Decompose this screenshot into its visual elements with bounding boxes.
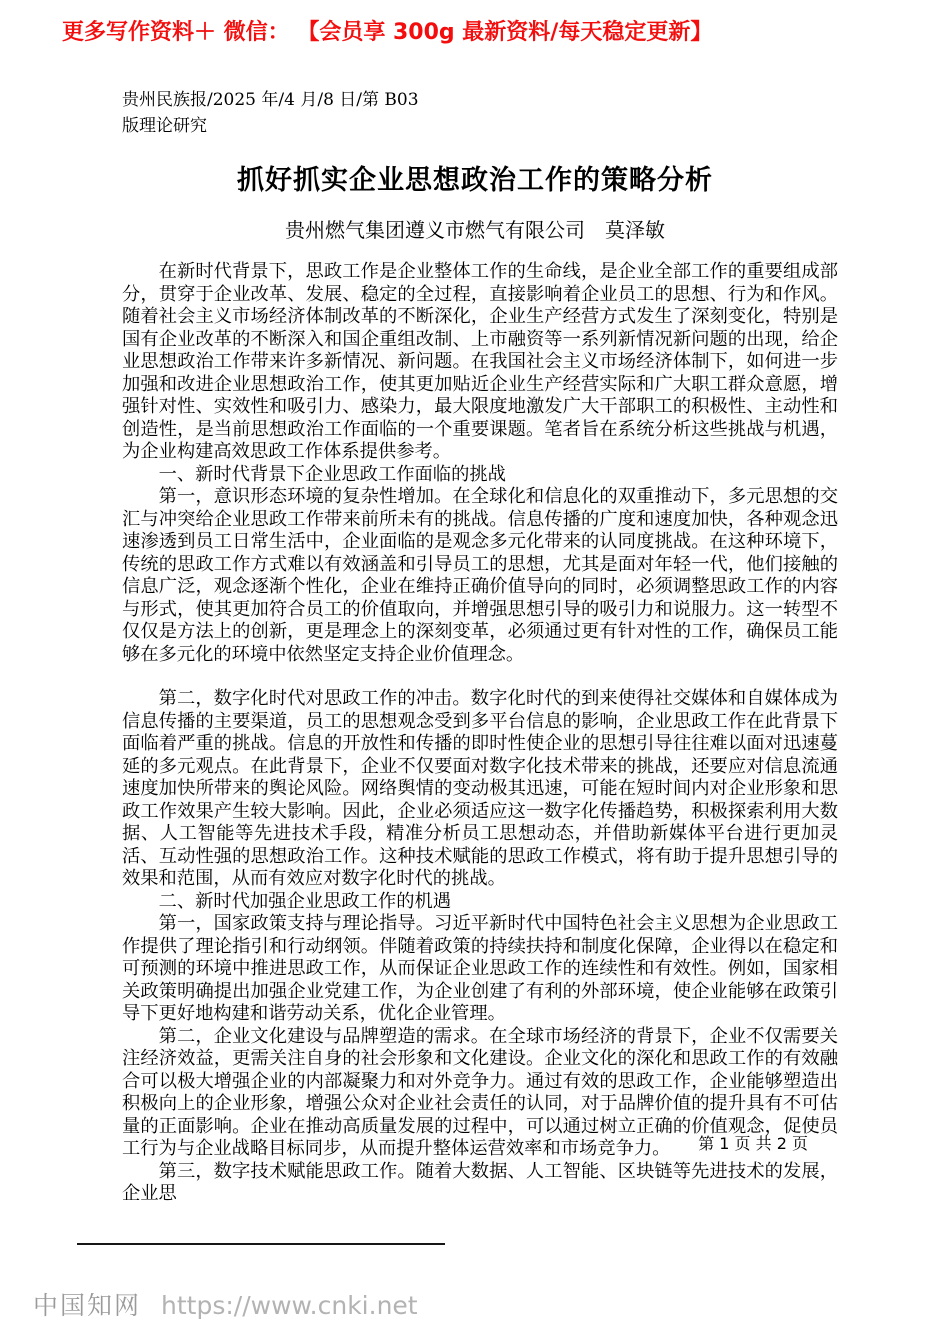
section-heading: 一、新时代背景下企业思政工作面临的挑战 bbox=[158, 463, 506, 485]
cnki-watermark bbox=[33, 1286, 418, 1322]
article-body bbox=[122, 261, 838, 1206]
paragraph: 第三，数字技术赋能思政工作。随着大数据、人工智能、区块链等先进技术的发展，企业思 bbox=[122, 1160, 838, 1204]
promo-banner-text: 更多写作资料＋ 微信： 【会员享 300g 最新资料/每天稳定更新】 bbox=[62, 20, 713, 45]
paragraph: 第二，数字化时代对思政工作的冲击。数字化时代的到来使得社交媒体和自媒体成为信息传播的主要渠道，员工的思想观念受到多平台信息的影响，企业思政工作在此背景下面临着严重的挑战。信息的开放性和传播的即时性使企业的思想引导往往难以面对迅速蔓延的多元观点。在此背景下，企业不仅要面对数字化技术带来的挑战，还要应对信息流通速度加快所带来的舆论风险。网络舆情的变动极其迅速，可能在短时间内对企业形象和思政工作效果产生较大影响。因此，企业必须适应这一数字化传播趋势，积极探索利用大数据、人工智能等先进技术手段，精准分析员工思想动态，并借助新媒体平台进行更加灵活、互动性强的思想政治工作。这种技术赋能的思政工作模式，将有助于提升思想引导的效果和范围，从而有效应对数字化时代的挑战。 bbox=[122, 688, 838, 889]
source-block bbox=[122, 87, 419, 139]
section-heading: 二、新时代加强企业思政工作的机遇 bbox=[158, 890, 452, 912]
source-line-publication: 贵州民族报/2025 年/4 月/8 日/第 B03 bbox=[122, 90, 419, 110]
article-title: 抓好抓实企业思想政治工作的策略分析 bbox=[237, 165, 713, 196]
paragraph-spacer bbox=[122, 666, 838, 688]
cnki-logo-text: 中国知网 bbox=[33, 1291, 142, 1320]
paragraph: 第一，意识形态环境的复杂性增加。在全球化和信息化的双重推动下，多元思想的交汇与冲突给企业思政工作带来前所未有的挑战。信息传播的广度和速度加快，各种观念迅速渗透到员工日常生活中，企业面临的是观念多元化带来的认同度挑战。在这种环境下，传统的思政工作方式难以有效涵盖和引导员工的思想，尤其是面对年轻一代，他们接触的信息广泛，观念逐渐个性化，企业在维持正确价值导向的同时，必须调整思政工作的内容与形式，使其更加符合员工的价值取向，并增强思想引导的吸引力和说服力。这一转型不仅仅是方法上的创新，更是理念上的深刻变革，必须通过更有针对性的工作，确保员工能够在多元化的环境中依然坚定支持企业价值理念。 bbox=[122, 486, 838, 665]
paragraph: 在新时代背景下，思政工作是企业整体工作的生命线，是企业全部工作的重要组成部分，贯穿于企业改革、发展、稳定的全过程，直接影响着企业员工的思想、行为和作风。随着社会主义市场经济体制改革的不断深化，企业生产经营方式发生了深刻变化，特别是国有企业改革的不断深入和国企重组改制、上市融资等一系列新情况新问题的出现，给企业思想政治工作带来许多新情况、新问题。在我国社会主义市场经济体制下，如何进一步加强和改进企业思想政治工作，使其更加贴近企业生产经营实际和广大职工群众意愿，增强针对性、实效性和吸引力、感染力，最大限度地激发广大干部职工的积极性、主动性和创造性，是当前思想政治工作面临的一个重要课题。笔者旨在系统分析这些挑战与机遇，为企业构建高效思政工作体系提供参考。 bbox=[122, 261, 838, 462]
article-author: 贵州燃气集团遵义市燃气有限公司 莫泽敏 bbox=[285, 218, 665, 242]
source-line-section: 版理论研究 bbox=[122, 116, 207, 136]
paragraph: 第二，企业文化建设与品牌塑造的需求。在全球市场经济的背景下，企业不仅需要关注经济效益，更需关注自身的社会形象和文化建设。企业文化的深化和思政工作的有效融合可以极大增强企业的内部凝聚力和对外竞争力。通过有效的思政工作，企业能够塑造出积极向上的企业形象，增强公众对企业社会责任的认同，对于品牌价值的提升具有不可估量的正面影响。企业在推动高质量发展的过程中，可以通过树立正确的价值观念，促使员工行为与企业战略目标同步，从而提升整体运营效率和市场竞争力。 bbox=[122, 1025, 838, 1159]
paragraph: 第一，国家政策支持与理论指导。习近平新时代中国特色社会主义思想为企业思政工作提供了理论指引和行动纲领。伴随着政策的持续扶持和制度化保障，企业得以在稳定和可预测的环境中推进思政工作，从而保证企业思政工作的连续性和有效性。例如，国家相关政策明确提出加强企业党建工作，为企业创建了有利的外部环境，使企业能够在政策引导下更好地构建和谐劳动关系，优化企业管理。 bbox=[122, 913, 838, 1024]
cnki-url-text: https://www.cnki.net bbox=[161, 1291, 418, 1320]
footer-divider-line bbox=[77, 1243, 445, 1245]
page-number-indicator: 第 1 页 共 2 页 bbox=[698, 1134, 808, 1153]
